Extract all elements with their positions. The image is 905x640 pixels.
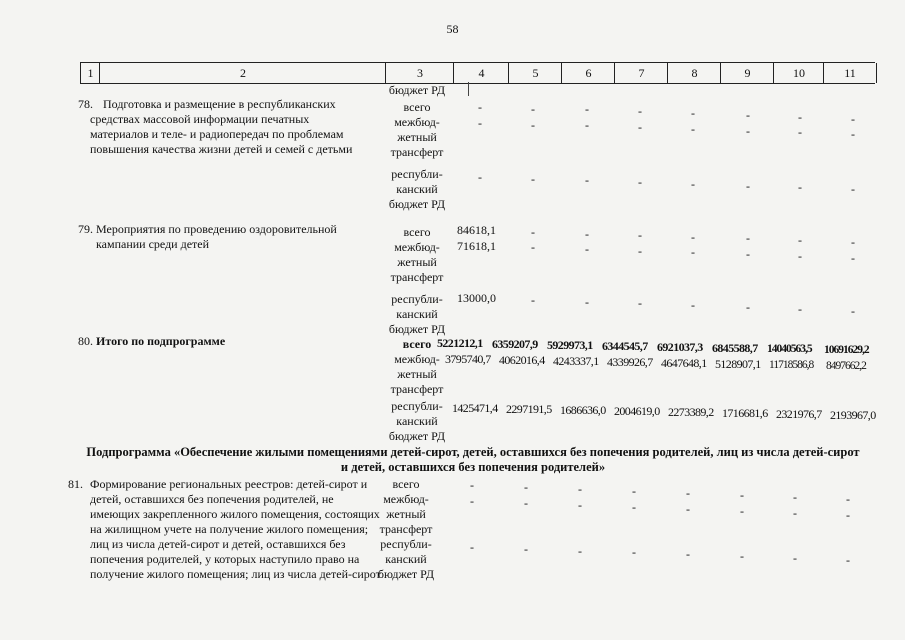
source-interbudget: жетный: [386, 507, 426, 521]
cell-dash: -: [686, 547, 690, 561]
cell-dash: -: [585, 242, 589, 256]
source-republic: республи-: [391, 399, 443, 413]
source-republic: бюджет РД: [377, 567, 435, 581]
source-interbudget: межбюд-: [394, 115, 440, 129]
row-79-title-line: Мероприятия по проведению оздоровительной: [96, 222, 337, 236]
cell-dash: -: [478, 170, 482, 184]
source-republic: канский: [385, 552, 427, 566]
source-interbudget: трансферт: [390, 382, 444, 396]
cell-dash: -: [851, 112, 855, 126]
cell-dash: -: [851, 251, 855, 265]
table-header: [80, 62, 875, 84]
cell-dash: -: [638, 104, 642, 118]
cell-dash: -: [746, 231, 750, 245]
header-col-5: 5: [508, 63, 562, 83]
cell-dash: -: [793, 506, 797, 520]
cell-dash: -: [846, 508, 850, 522]
row-79-title-line: кампании среди детей: [96, 237, 210, 251]
source-interbudget: жетный: [397, 130, 437, 144]
source-interbudget: межбюд-: [383, 492, 429, 506]
cell-dash: -: [470, 540, 474, 554]
cell-dash: -: [851, 127, 855, 141]
cell-dash: -: [691, 298, 695, 312]
cell-dash: -: [531, 102, 535, 116]
interbudget-value: 8497662,2: [826, 360, 866, 372]
cell-dash: -: [524, 542, 528, 556]
header-col-2: 2: [99, 63, 386, 83]
total-value: 6344545,7: [602, 339, 648, 353]
cell-dash: -: [851, 304, 855, 318]
total-value: 10691629,2: [824, 344, 869, 356]
cell-dash: -: [686, 486, 690, 500]
row-80-title: Итого по подпрограмме: [96, 334, 226, 348]
cell-dash: -: [585, 295, 589, 309]
row-81-number: 81.: [68, 477, 83, 491]
source-republic: республи-: [380, 537, 432, 551]
source-total: всего: [403, 225, 431, 239]
interbudget-value: 4062016,4: [499, 353, 545, 367]
subprogram-heading-line: Подпрограмма «Обеспечение жилыми помещениями детей-сирот, детей, оставшихся без попечения родителей, лиц из числа детей-сирот: [86, 445, 860, 459]
cell-dash: -: [746, 124, 750, 138]
row-81-title-line: Формирование региональных реестров: детей-сирот и: [90, 477, 368, 491]
cell-value: 84618,1: [457, 223, 496, 237]
cell-dash: -: [531, 118, 535, 132]
source-republic: республи-: [391, 292, 443, 306]
cell-dash: -: [585, 173, 589, 187]
interbudget-value: 4339926,7: [607, 355, 653, 369]
header-col-8: 8: [667, 63, 721, 83]
total-value: 5221212,1: [437, 336, 483, 350]
source-interbudget: межбюд-: [394, 240, 440, 254]
cell-dash: -: [746, 108, 750, 122]
source-interbudget: жетный: [397, 255, 437, 269]
interbudget-value: 3795740,7: [445, 352, 491, 366]
source-interbudget: межбюд-: [394, 352, 440, 366]
cell-dash: -: [585, 227, 589, 241]
row-78-title-line: повышения качества жизни детей и семей с детьми: [90, 142, 353, 156]
cell-dash: -: [851, 235, 855, 249]
source-republic: бюджет РД: [388, 197, 446, 211]
cell-dash: -: [531, 172, 535, 186]
cell-dash: -: [638, 120, 642, 134]
total-value: 6359207,9: [492, 337, 538, 351]
header-col-10: 10: [773, 63, 824, 83]
carryover-source: бюджет РД: [388, 83, 446, 97]
cell-dash: -: [524, 480, 528, 494]
total-value: 14040563,5: [767, 343, 812, 355]
interbudget-value: 4243337,1: [553, 354, 599, 368]
source-interbudget: трансферт: [379, 522, 433, 536]
cell-dash: -: [478, 100, 482, 114]
row-81-title-line: получение жилого помещения; лиц из числа детей-сирот: [90, 567, 381, 581]
cell-dash: -: [746, 179, 750, 193]
cell-dash: -: [798, 302, 802, 316]
cell-dash: -: [478, 116, 482, 130]
republic-value: 1425471,4: [452, 401, 498, 415]
cell-dash: -: [638, 228, 642, 242]
source-total: всего: [403, 100, 431, 114]
cell-dash: -: [686, 502, 690, 516]
cell-dash: -: [746, 247, 750, 261]
republic-value: 2297191,5: [506, 402, 552, 416]
cell-dash: -: [470, 478, 474, 492]
cell-dash: -: [632, 500, 636, 514]
source-interbudget: трансферт: [390, 270, 444, 284]
interbudget-value: 5128907,1: [715, 357, 761, 371]
column-divider: [468, 82, 469, 96]
cell-dash: -: [746, 300, 750, 314]
cell-dash: -: [691, 230, 695, 244]
source-republic: бюджет РД: [388, 322, 446, 336]
row-81-title-line: попечения родителей, у которых наступило право на: [90, 552, 360, 566]
cell-dash: -: [691, 177, 695, 191]
row-81-title-line: на жилищном учете на получение жилого помещения;: [90, 522, 369, 536]
cell-dash: -: [846, 492, 850, 506]
republic-value: 1716681,6: [722, 406, 768, 420]
header-col-1: 1: [80, 63, 100, 83]
cell-dash: -: [585, 102, 589, 116]
cell-dash: -: [798, 249, 802, 263]
cell-dash: -: [638, 244, 642, 258]
source-total: всего: [392, 477, 420, 491]
cell-dash: -: [740, 504, 744, 518]
source-republic: бюджет РД: [388, 429, 446, 443]
cell-dash: -: [531, 240, 535, 254]
cell-dash: -: [851, 182, 855, 196]
row-78-title-line: материалов и теле- и радиопередач по проблемам: [90, 127, 344, 141]
header-col-11: 11: [823, 63, 877, 83]
cell-dash: -: [793, 490, 797, 504]
cell-dash: -: [798, 125, 802, 139]
source-interbudget: трансферт: [390, 145, 444, 159]
cell-dash: -: [578, 498, 582, 512]
cell-value: 71618,1: [457, 239, 496, 253]
source-republic: канский: [396, 182, 438, 196]
republic-value: 2004619,0: [614, 404, 660, 418]
header-col-9: 9: [720, 63, 774, 83]
source-republic: канский: [396, 307, 438, 321]
cell-dash: -: [578, 544, 582, 558]
cell-dash: -: [531, 293, 535, 307]
source-interbudget: жетный: [397, 367, 437, 381]
source-republic: республи-: [391, 167, 443, 181]
row-78-title-line: Подготовка и размещение в республиканских: [103, 97, 336, 111]
cell-value: 13000,0: [457, 291, 496, 305]
source-republic: канский: [396, 414, 438, 428]
cell-dash: -: [793, 551, 797, 565]
cell-dash: -: [531, 225, 535, 239]
header-col-7: 7: [614, 63, 668, 83]
total-value: 6921037,3: [657, 340, 703, 354]
cell-dash: -: [846, 553, 850, 567]
cell-dash: -: [470, 494, 474, 508]
row-78-number: 78.: [78, 97, 93, 111]
cell-dash: -: [524, 496, 528, 510]
cell-dash: -: [798, 180, 802, 194]
row-81-title-line: лиц из числа детей-сирот и детей, оставшихся без: [90, 537, 346, 551]
total-value: 5929973,1: [547, 338, 593, 352]
row-80-number: 80.: [78, 334, 93, 348]
interbudget-value: 4647648,1: [661, 356, 707, 370]
cell-dash: -: [691, 245, 695, 259]
cell-dash: -: [798, 233, 802, 247]
cell-dash: -: [578, 482, 582, 496]
row-81-title-line: детей, оставшихся без попечения родителей, не: [90, 492, 334, 506]
cell-dash: -: [740, 488, 744, 502]
cell-dash: -: [798, 110, 802, 124]
header-col-6: 6: [561, 63, 615, 83]
header-col-4: 4: [453, 63, 509, 83]
cell-dash: -: [585, 118, 589, 132]
page-number: 58: [446, 22, 459, 36]
cell-dash: -: [638, 296, 642, 310]
republic-value: 2273389,2: [668, 405, 714, 419]
interbudget-value: 11718586,8: [769, 359, 814, 371]
total-value: 6845588,7: [712, 341, 758, 355]
republic-value: 2193967,0: [830, 408, 876, 422]
source-total: всего: [402, 337, 432, 351]
republic-value: 2321976,7: [776, 407, 822, 421]
subprogram-heading-line: и детей, оставшихся без попечения родителей»: [340, 460, 606, 474]
cell-dash: -: [632, 484, 636, 498]
republic-value: 1686636,0: [560, 403, 606, 417]
header-col-3: 3: [385, 63, 454, 83]
row-79-number: 79.: [78, 222, 93, 236]
row-78-title-line: средствах массовой информации печатных: [90, 112, 310, 126]
cell-dash: -: [638, 175, 642, 189]
cell-dash: -: [632, 545, 636, 559]
cell-dash: -: [740, 549, 744, 563]
row-81-title-line: имеющих закрепленного жилого помещения, состоящих: [90, 507, 380, 521]
cell-dash: -: [691, 106, 695, 120]
cell-dash: -: [691, 122, 695, 136]
